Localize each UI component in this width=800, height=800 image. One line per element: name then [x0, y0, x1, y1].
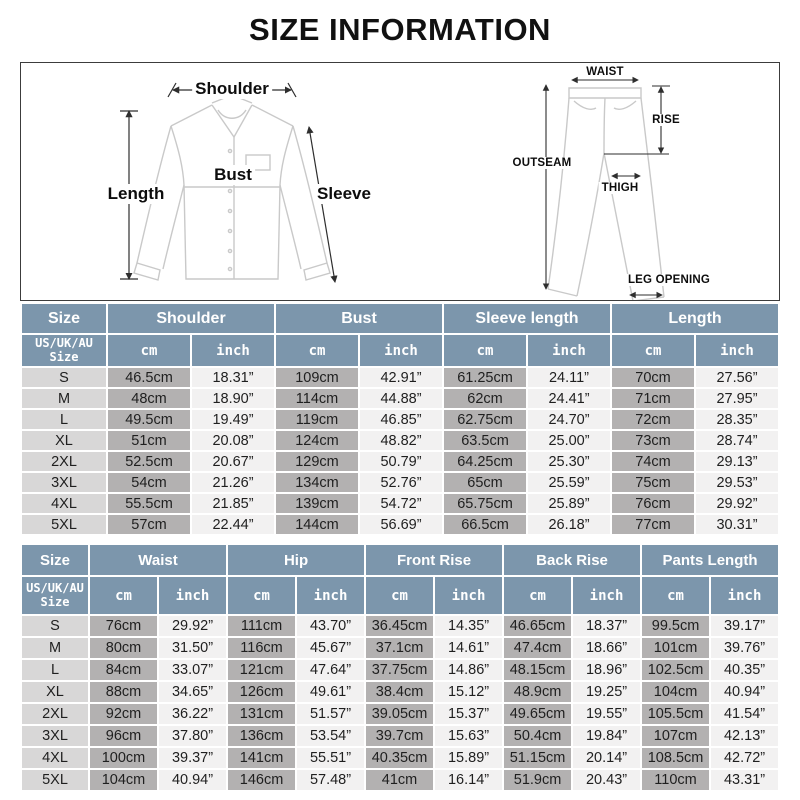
inch-value-cell: 24.11” [528, 368, 610, 387]
pants-thigh-label: THIGH [599, 182, 642, 194]
size-value-cell: 4XL [22, 748, 88, 768]
size-value-cell: M [22, 638, 88, 658]
cm-value-cell: 76cm [90, 616, 157, 636]
inch-value-cell: 51.57” [297, 704, 364, 724]
inch-value-cell: 19.49” [192, 410, 274, 429]
inch-value-cell: 36.22” [159, 704, 226, 724]
shirt-bust-label: Bust [211, 165, 255, 185]
cm-value-cell: 76cm [612, 494, 694, 513]
inch-value-cell: 15.37” [435, 704, 502, 724]
inch-value-cell: 33.07” [159, 660, 226, 680]
cm-value-cell: 40.35cm [366, 748, 433, 768]
table-row [22, 704, 778, 724]
cm-unit-header: cm [276, 335, 358, 366]
inch-value-cell: 18.90” [192, 389, 274, 408]
cm-value-cell: 141cm [228, 748, 295, 768]
cm-value-cell: 57cm [108, 515, 190, 534]
cm-value-cell: 136cm [228, 726, 295, 746]
cm-value-cell: 129cm [276, 452, 358, 471]
measure-group-header: Sleeve length [444, 304, 610, 333]
inch-value-cell: 50.79” [360, 452, 442, 471]
cm-value-cell: 38.4cm [366, 682, 433, 702]
inch-value-cell: 57.48” [297, 770, 364, 790]
inch-value-cell: 29.53” [696, 473, 778, 492]
cm-value-cell: 110cm [642, 770, 709, 790]
inch-value-cell: 25.30” [528, 452, 610, 471]
cm-value-cell: 88cm [90, 682, 157, 702]
inch-unit-header: inch [360, 335, 442, 366]
inch-value-cell: 40.94” [159, 770, 226, 790]
cm-value-cell: 46.65cm [504, 616, 571, 636]
pants-drawing [548, 88, 664, 300]
cm-value-cell: 144cm [276, 515, 358, 534]
inch-value-cell: 37.80” [159, 726, 226, 746]
bottom-size-table [20, 543, 780, 792]
inch-value-cell: 56.69” [360, 515, 442, 534]
cm-unit-header: cm [228, 577, 295, 614]
inch-value-cell: 53.54” [297, 726, 364, 746]
cm-value-cell: 74cm [612, 452, 694, 471]
inch-value-cell: 46.85” [360, 410, 442, 429]
inch-value-cell: 34.65” [159, 682, 226, 702]
page-title: SIZE INFORMATION [249, 12, 551, 47]
table-row [22, 452, 778, 471]
size-standard-header: US/UK/AU Size [22, 577, 88, 614]
cm-value-cell: 96cm [90, 726, 157, 746]
inch-value-cell: 20.14” [573, 748, 640, 768]
inch-value-cell: 25.59” [528, 473, 610, 492]
cm-value-cell: 54cm [108, 473, 190, 492]
cm-unit-header: cm [108, 335, 190, 366]
inch-unit-header: inch [159, 577, 226, 614]
cm-value-cell: 66.5cm [444, 515, 526, 534]
inch-unit-header: inch [528, 335, 610, 366]
cm-value-cell: 108.5cm [642, 748, 709, 768]
inch-value-cell: 45.67” [297, 638, 364, 658]
cm-unit-header: cm [642, 577, 709, 614]
inch-value-cell: 19.84” [573, 726, 640, 746]
inch-value-cell: 48.82” [360, 431, 442, 450]
inch-value-cell: 49.61” [297, 682, 364, 702]
pants-leg-opening-label: LEG OPENING [625, 274, 713, 286]
inch-value-cell: 29.92” [696, 494, 778, 513]
table-row [22, 473, 778, 492]
size-value-cell: L [22, 660, 88, 680]
cm-unit-header: cm [612, 335, 694, 366]
cm-value-cell: 146cm [228, 770, 295, 790]
cm-value-cell: 48cm [108, 389, 190, 408]
table-row [22, 616, 778, 636]
measurement-diagram [20, 62, 780, 301]
table-row [22, 660, 778, 680]
top-size-table [20, 302, 780, 536]
inch-value-cell: 54.72” [360, 494, 442, 513]
measure-group-header: Hip [228, 545, 364, 575]
table-row [22, 770, 778, 790]
cm-value-cell: 111cm [228, 616, 295, 636]
cm-value-cell: 64.25cm [444, 452, 526, 471]
inch-value-cell: 18.37” [573, 616, 640, 636]
inch-value-cell: 20.08” [192, 431, 274, 450]
cm-value-cell: 48.9cm [504, 682, 571, 702]
inch-value-cell: 31.50” [159, 638, 226, 658]
table-row [22, 368, 778, 387]
inch-value-cell: 24.70” [528, 410, 610, 429]
inch-value-cell: 42.91” [360, 368, 442, 387]
cm-value-cell: 119cm [276, 410, 358, 429]
inch-value-cell: 42.72” [711, 748, 778, 768]
table-row [22, 748, 778, 768]
cm-value-cell: 102.5cm [642, 660, 709, 680]
size-value-cell: 5XL [22, 515, 106, 534]
inch-unit-header: inch [711, 577, 778, 614]
inch-value-cell: 47.64” [297, 660, 364, 680]
measure-group-header: Front Rise [366, 545, 502, 575]
cm-value-cell: 99.5cm [642, 616, 709, 636]
size-value-cell: M [22, 389, 106, 408]
cm-value-cell: 49.5cm [108, 410, 190, 429]
measure-group-header: Waist [90, 545, 226, 575]
inch-value-cell: 26.18” [528, 515, 610, 534]
table-row [22, 431, 778, 450]
inch-unit-header: inch [297, 577, 364, 614]
table-row [22, 726, 778, 746]
shirt-shoulder-label: Shoulder [192, 79, 272, 99]
inch-value-cell: 16.14” [435, 770, 502, 790]
size-value-cell: 4XL [22, 494, 106, 513]
cm-value-cell: 70cm [612, 368, 694, 387]
cm-value-cell: 114cm [276, 389, 358, 408]
table-row [22, 410, 778, 429]
cm-value-cell: 37.75cm [366, 660, 433, 680]
cm-value-cell: 116cm [228, 638, 295, 658]
inch-value-cell: 19.55” [573, 704, 640, 724]
cm-value-cell: 61.25cm [444, 368, 526, 387]
cm-value-cell: 104cm [90, 770, 157, 790]
table-row [22, 682, 778, 702]
cm-value-cell: 65cm [444, 473, 526, 492]
cm-value-cell: 51.15cm [504, 748, 571, 768]
cm-value-cell: 124cm [276, 431, 358, 450]
inch-unit-header: inch [573, 577, 640, 614]
inch-value-cell: 52.76” [360, 473, 442, 492]
size-value-cell: L [22, 410, 106, 429]
cm-value-cell: 126cm [228, 682, 295, 702]
size-standard-header: US/UK/AU Size [22, 335, 106, 366]
pants-outseam-label: OUTSEAM [510, 157, 575, 169]
inch-value-cell: 18.96” [573, 660, 640, 680]
cm-value-cell: 51cm [108, 431, 190, 450]
size-value-cell: S [22, 616, 88, 636]
cm-value-cell: 109cm [276, 368, 358, 387]
inch-value-cell: 27.56” [696, 368, 778, 387]
inch-value-cell: 22.44” [192, 515, 274, 534]
cm-value-cell: 104cm [642, 682, 709, 702]
cm-value-cell: 77cm [612, 515, 694, 534]
cm-unit-header: cm [366, 577, 433, 614]
inch-value-cell: 14.61” [435, 638, 502, 658]
inch-value-cell: 15.89” [435, 748, 502, 768]
cm-value-cell: 80cm [90, 638, 157, 658]
cm-value-cell: 72cm [612, 410, 694, 429]
inch-unit-header: inch [696, 335, 778, 366]
size-value-cell: XL [22, 682, 88, 702]
cm-unit-header: cm [504, 577, 571, 614]
pants-rise-label: RISE [649, 114, 683, 126]
measure-group-header: Pants Length [642, 545, 778, 575]
size-column-header: Size [22, 304, 106, 333]
cm-value-cell: 55.5cm [108, 494, 190, 513]
cm-value-cell: 100cm [90, 748, 157, 768]
cm-value-cell: 73cm [612, 431, 694, 450]
inch-value-cell: 42.13” [711, 726, 778, 746]
table-row [22, 638, 778, 658]
cm-value-cell: 131cm [228, 704, 295, 724]
inch-value-cell: 43.31” [711, 770, 778, 790]
cm-value-cell: 62cm [444, 389, 526, 408]
cm-unit-header: cm [444, 335, 526, 366]
cm-value-cell: 65.75cm [444, 494, 526, 513]
cm-value-cell: 107cm [642, 726, 709, 746]
cm-value-cell: 63.5cm [444, 431, 526, 450]
inch-value-cell: 20.67” [192, 452, 274, 471]
inch-value-cell: 18.66” [573, 638, 640, 658]
inch-value-cell: 43.70” [297, 616, 364, 636]
cm-value-cell: 62.75cm [444, 410, 526, 429]
cm-value-cell: 39.7cm [366, 726, 433, 746]
cm-value-cell: 51.9cm [504, 770, 571, 790]
size-value-cell: 3XL [22, 473, 106, 492]
size-value-cell: S [22, 368, 106, 387]
cm-value-cell: 121cm [228, 660, 295, 680]
inch-value-cell: 39.76” [711, 638, 778, 658]
cm-value-cell: 105.5cm [642, 704, 709, 724]
cm-value-cell: 84cm [90, 660, 157, 680]
cm-value-cell: 37.1cm [366, 638, 433, 658]
inch-value-cell: 40.35” [711, 660, 778, 680]
inch-value-cell: 40.94” [711, 682, 778, 702]
cm-value-cell: 39.05cm [366, 704, 433, 724]
size-value-cell: 2XL [22, 452, 106, 471]
inch-value-cell: 29.13” [696, 452, 778, 471]
inch-value-cell: 15.63” [435, 726, 502, 746]
inch-value-cell: 25.00” [528, 431, 610, 450]
table-row [22, 389, 778, 408]
size-value-cell: 3XL [22, 726, 88, 746]
inch-unit-header: inch [435, 577, 502, 614]
measure-group-header: Back Rise [504, 545, 640, 575]
inch-value-cell: 21.26” [192, 473, 274, 492]
inch-value-cell: 14.86” [435, 660, 502, 680]
cm-value-cell: 75cm [612, 473, 694, 492]
cm-value-cell: 139cm [276, 494, 358, 513]
inch-value-cell: 44.88” [360, 389, 442, 408]
measure-group-header: Bust [276, 304, 442, 333]
inch-value-cell: 25.89” [528, 494, 610, 513]
cm-value-cell: 92cm [90, 704, 157, 724]
cm-value-cell: 134cm [276, 473, 358, 492]
cm-value-cell: 36.45cm [366, 616, 433, 636]
cm-value-cell: 52.5cm [108, 452, 190, 471]
shirt-length-label: Length [105, 184, 168, 204]
inch-value-cell: 20.43” [573, 770, 640, 790]
cm-value-cell: 47.4cm [504, 638, 571, 658]
inch-value-cell: 27.95” [696, 389, 778, 408]
cm-value-cell: 71cm [612, 389, 694, 408]
cm-unit-header: cm [90, 577, 157, 614]
pants-waist-label: WAIST [583, 66, 626, 78]
inch-value-cell: 39.17” [711, 616, 778, 636]
measure-group-header: Shoulder [108, 304, 274, 333]
inch-value-cell: 28.35” [696, 410, 778, 429]
inch-value-cell: 19.25” [573, 682, 640, 702]
inch-value-cell: 24.41” [528, 389, 610, 408]
inch-value-cell: 39.37” [159, 748, 226, 768]
cm-value-cell: 48.15cm [504, 660, 571, 680]
inch-unit-header: inch [192, 335, 274, 366]
size-value-cell: 2XL [22, 704, 88, 724]
table-row [22, 494, 778, 513]
inch-value-cell: 30.31” [696, 515, 778, 534]
cm-value-cell: 101cm [642, 638, 709, 658]
inch-value-cell: 41.54” [711, 704, 778, 724]
inch-value-cell: 18.31” [192, 368, 274, 387]
inch-value-cell: 29.92” [159, 616, 226, 636]
shirt-sleeve-label: Sleeve [314, 184, 374, 204]
cm-value-cell: 49.65cm [504, 704, 571, 724]
size-column-header: Size [22, 545, 88, 575]
inch-value-cell: 14.35” [435, 616, 502, 636]
size-value-cell: 5XL [22, 770, 88, 790]
cm-value-cell: 41cm [366, 770, 433, 790]
cm-value-cell: 50.4cm [504, 726, 571, 746]
inch-value-cell: 15.12” [435, 682, 502, 702]
table-row [22, 515, 778, 534]
inch-value-cell: 28.74” [696, 431, 778, 450]
inch-value-cell: 21.85” [192, 494, 274, 513]
garment-diagram-svg [21, 63, 779, 300]
cm-value-cell: 46.5cm [108, 368, 190, 387]
inch-value-cell: 55.51” [297, 748, 364, 768]
measure-group-header: Length [612, 304, 778, 333]
size-value-cell: XL [22, 431, 106, 450]
